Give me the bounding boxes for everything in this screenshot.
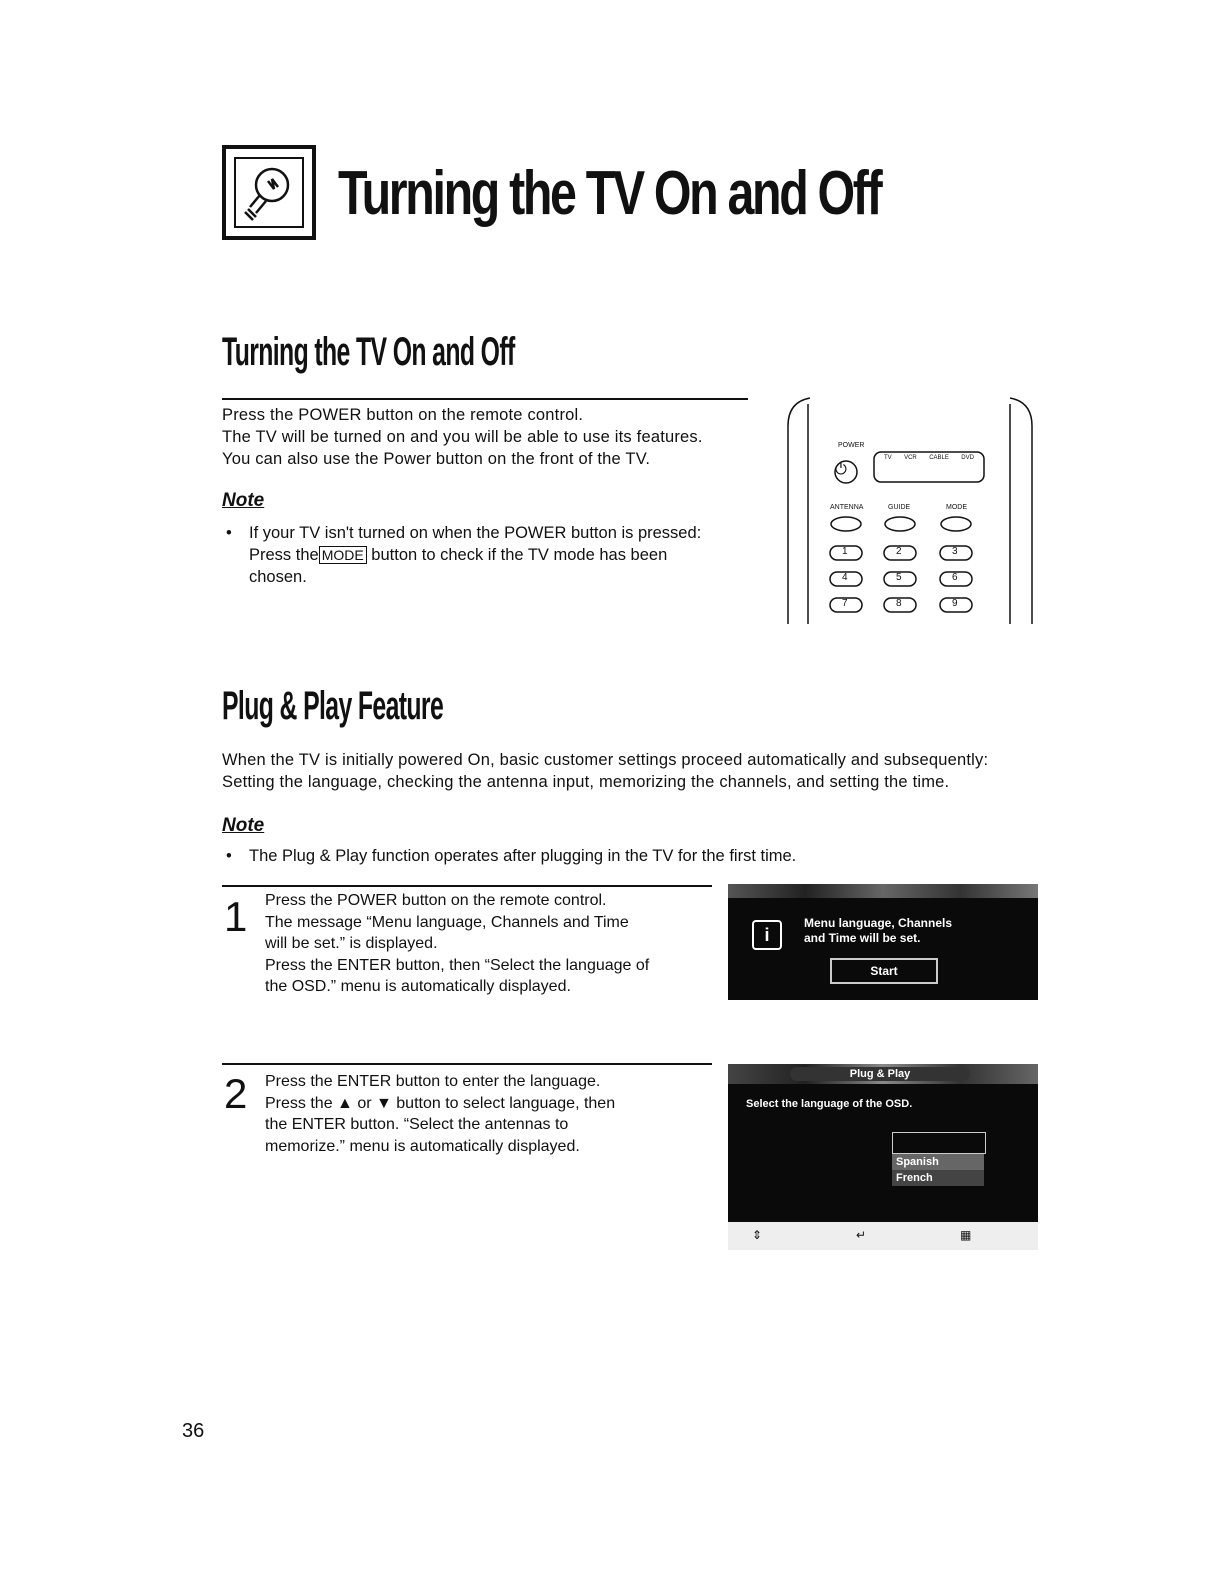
page-number: 36 xyxy=(182,1420,205,1442)
remote-illustration xyxy=(786,396,1034,624)
move-icon: ⇕ xyxy=(752,1228,763,1242)
start-button[interactable]: Start xyxy=(830,958,938,984)
chapter-title: Turning the TV On and Off xyxy=(338,159,881,228)
step-line: will be set.” is displayed. xyxy=(265,935,438,952)
bullet-dot: • xyxy=(226,524,232,542)
note-bullet xyxy=(249,522,749,588)
enter-icon: ↵ xyxy=(856,1228,867,1242)
power-icon: ⏻ xyxy=(835,461,847,478)
key-9: 9 xyxy=(952,598,958,609)
step1-text xyxy=(265,890,649,998)
language-prompt: Select the language of the OSD. xyxy=(746,1098,913,1110)
mode-indicator: TV xyxy=(884,455,892,461)
mode-key-label: MODE xyxy=(319,546,367,564)
section-title-plug-play: Plug & Play Feature xyxy=(222,684,444,728)
step-line: Press the POWER button on the remote control. xyxy=(265,892,607,909)
osd-screen-start xyxy=(728,884,1038,1000)
bullet-text: button to check if the TV mode has been xyxy=(371,546,668,564)
key-1: 1 xyxy=(842,546,848,557)
section1-rule xyxy=(222,398,748,400)
plug-play-note: The Plug & Play function operates after plugging in the TV for the first time. xyxy=(249,847,797,865)
screen-header-bar xyxy=(728,884,1038,898)
intro-line: Setting the language, checking the antenna input, memorizing the channels, and setting the time. xyxy=(222,773,950,791)
mode-indicators xyxy=(884,455,974,461)
intro-line: When the TV is initially powered On, basic customer settings proceed automatically and subsequently: xyxy=(222,751,989,769)
info-icon: i xyxy=(752,920,782,950)
key-6: 6 xyxy=(952,572,958,583)
step-line: The message “Menu language, Channels and Time xyxy=(265,913,629,931)
mode-label: MODE xyxy=(946,504,967,511)
guide-label: GUIDE xyxy=(888,504,911,511)
key-3: 3 xyxy=(952,546,958,557)
section1-line: Press the POWER button on the remote control. xyxy=(222,406,584,424)
note-label: Note xyxy=(222,815,265,836)
note-label: Note xyxy=(222,490,265,511)
step-line: the OSD.” menu is automatically displayed. xyxy=(265,978,571,995)
bullet-line: chosen. xyxy=(249,568,307,586)
step-line: Press the ENTER button to enter the language. xyxy=(265,1073,601,1090)
section1-body xyxy=(222,404,703,470)
screen-footer xyxy=(728,1222,1038,1250)
menu-icon: ▦ xyxy=(960,1228,972,1242)
step-line: memorize.” menu is automatically displayed. xyxy=(265,1137,580,1155)
message-line: Menu language, Channels xyxy=(804,916,953,930)
mode-indicator: DVD xyxy=(961,455,974,461)
lightbulb-icon xyxy=(234,157,304,228)
step2-text xyxy=(265,1071,615,1157)
message-line: and Time will be set. xyxy=(804,931,921,945)
section-title-on-off: Turning the TV On and Off xyxy=(222,330,515,374)
language-select-box[interactable] xyxy=(892,1132,986,1154)
plug-play-header: Plug & Play xyxy=(790,1067,970,1081)
step-number: 1 xyxy=(224,893,248,940)
mode-indicator: VCR xyxy=(904,455,917,461)
bullet-text: Press the xyxy=(249,546,319,564)
screen1-message xyxy=(804,916,952,946)
key-4: 4 xyxy=(842,572,848,583)
mode-indicator: CABLE xyxy=(929,455,949,461)
step-line: the ENTER button. “Select the antennas to xyxy=(265,1116,569,1133)
key-8: 8 xyxy=(896,598,902,609)
step-number: 2 xyxy=(224,1070,248,1117)
step-line: Press the ▲ or ▼ button to select language, then xyxy=(265,1094,616,1112)
language-option-spanish[interactable]: Spanish xyxy=(892,1154,984,1170)
osd-screen-language xyxy=(728,1064,1038,1250)
key-2: 2 xyxy=(896,546,902,557)
key-5: 5 xyxy=(896,572,902,583)
step-line: Press the ENTER button, then “Select the language of xyxy=(265,956,650,974)
bullet-line: If your TV isn't turned on when the POWER button is pressed: xyxy=(249,524,702,542)
language-option-french[interactable]: French xyxy=(892,1170,984,1186)
power-label: POWER xyxy=(838,442,865,449)
step2-rule xyxy=(222,1063,712,1065)
chapter-icon-frame xyxy=(222,145,316,240)
step1-rule xyxy=(222,885,712,887)
section1-line: You can also use the Power button on the front of the TV. xyxy=(222,450,651,468)
section1-line: The TV will be turned on and you will be able to use its features. xyxy=(222,428,703,446)
section2-intro xyxy=(222,749,988,793)
antenna-label: ANTENNA xyxy=(830,504,864,511)
key-7: 7 xyxy=(842,598,848,609)
bullet-dot: • xyxy=(226,847,232,865)
bullet-line xyxy=(249,544,749,566)
